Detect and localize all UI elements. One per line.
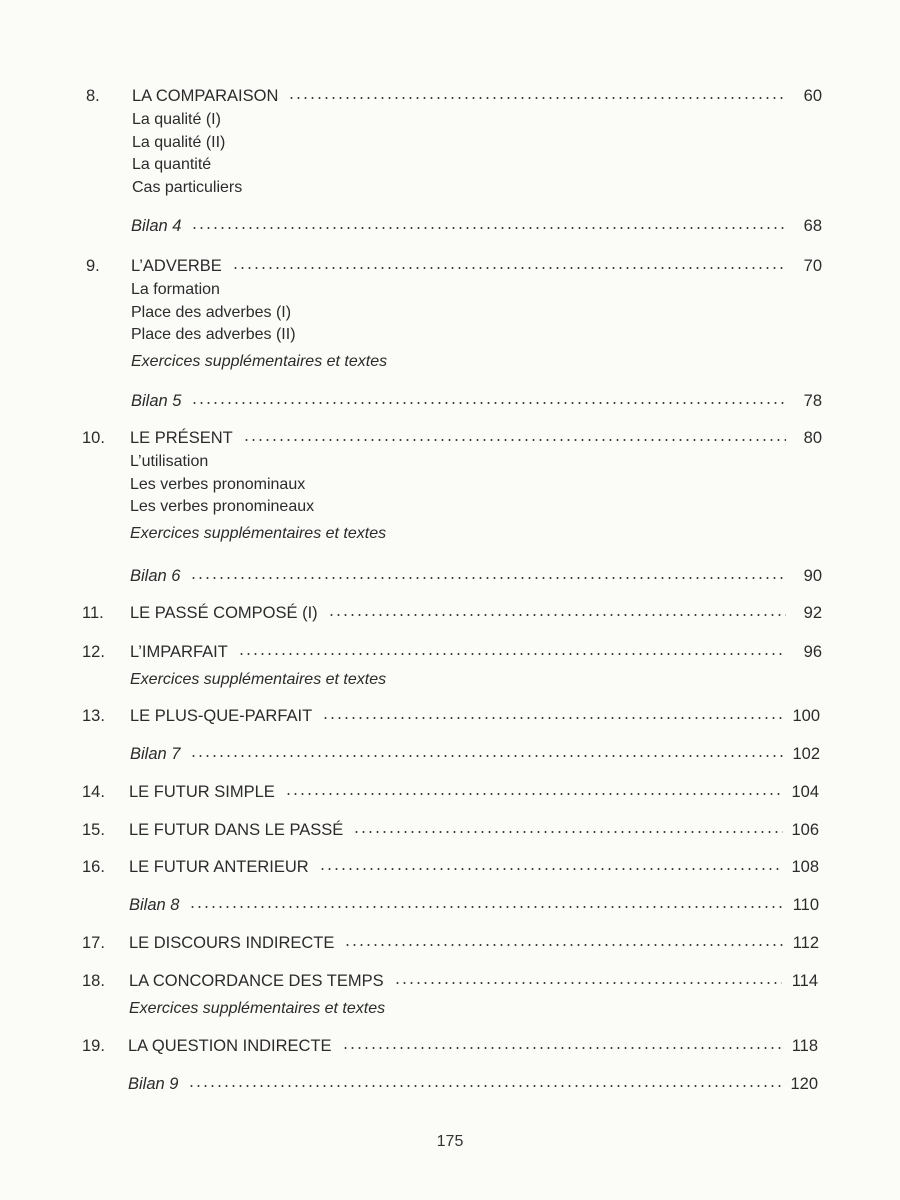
toc-chapter-entry <box>0 930 900 956</box>
toc-chapter-entry <box>0 1033 900 1059</box>
chapter-number: 16. <box>82 858 105 876</box>
chapter-number: 17. <box>82 934 105 952</box>
toc-chapter-entry <box>0 425 900 451</box>
supplementary-exercises-item: Exercices supplémentaires et textes <box>131 352 388 370</box>
toc-subsection: La qualité (II) <box>132 133 226 151</box>
chapter-number: 12. <box>82 643 105 661</box>
chapter-title: LE PRÉSENT <box>130 429 233 447</box>
chapter-number: 11. <box>82 604 104 622</box>
toc-chapter-entry <box>0 854 900 880</box>
chapter-title: LE DISCOURS INDIRECTE <box>129 934 335 952</box>
chapter-number: 13. <box>82 707 105 725</box>
toc-subsection: Cas particuliers <box>132 178 243 196</box>
bilan-title: Bilan 8 <box>129 896 180 914</box>
page-reference: 68 <box>803 217 822 235</box>
page-reference: 92 <box>803 604 822 622</box>
bilan-title: Bilan 6 <box>130 567 181 585</box>
dot-leader <box>328 613 786 617</box>
dot-leader <box>394 981 782 985</box>
page-reference: 108 <box>791 858 819 876</box>
toc-subsection: Place des adverbes (I) <box>131 303 292 321</box>
toc-subsection: Place des adverbes (II) <box>131 326 296 343</box>
dot-leader <box>322 716 784 720</box>
bilan-title: Bilan 4 <box>131 217 182 235</box>
chapter-title: L’IMPARFAIT <box>130 643 228 661</box>
toc-subsection: Les verbes pronomineaux <box>130 498 315 515</box>
toc-bilan-entry <box>0 213 900 239</box>
dot-leader <box>188 1084 782 1088</box>
chapter-title: L’ADVERBE <box>131 257 222 275</box>
supplementary-exercises-item: Exercices supplémentaires et textes <box>130 524 387 542</box>
bilan-title: Bilan 5 <box>131 392 182 410</box>
toc-subsection: La quantité <box>132 156 212 173</box>
chapter-title: LE FUTUR ANTERIEUR <box>129 858 309 876</box>
chapter-title: LE PLUS-QUE-PARFAIT <box>130 707 313 725</box>
dot-leader <box>191 226 786 230</box>
chapter-title: LA QUESTION INDIRECTE <box>128 1037 332 1055</box>
toc-subsection: La qualité (I) <box>132 111 221 128</box>
dot-leader <box>190 754 784 758</box>
chapter-number: 14. <box>82 783 105 801</box>
page-reference: 100 <box>792 707 820 725</box>
chapter-number: 18. <box>82 972 105 990</box>
dot-leader <box>319 867 783 871</box>
page-reference: 80 <box>803 429 822 447</box>
page-reference: 114 <box>791 972 818 990</box>
dot-leader <box>232 266 786 270</box>
page-reference: 96 <box>803 643 822 661</box>
toc-bilan-entry <box>0 388 900 414</box>
supplementary-exercises-item: Exercices supplémentaires et textes <box>129 1000 386 1017</box>
toc-chapter-entry <box>0 639 900 665</box>
toc-bilan-entry <box>0 563 900 589</box>
dot-leader <box>344 943 783 947</box>
chapter-title: LA CONCORDANCE DES TEMPS <box>129 972 384 990</box>
page-reference: 78 <box>803 392 822 410</box>
dot-leader <box>191 401 786 405</box>
chapter-title: LE FUTUR DANS LE PASSÉ <box>129 821 344 839</box>
page-reference: 90 <box>803 567 822 585</box>
chapter-number: 15. <box>82 821 105 839</box>
toc-chapter-entry <box>0 253 900 279</box>
page-reference: 112 <box>792 934 819 952</box>
toc-bilan-entry <box>0 741 900 767</box>
dot-leader <box>285 792 783 796</box>
chapter-title: LA COMPARAISON <box>132 87 279 105</box>
toc-chapter-entry <box>0 83 900 109</box>
chapter-title: LE PASSÉ COMPOSÉ (I) <box>130 604 318 622</box>
toc-subsection: Les verbes pronominaux <box>130 475 306 493</box>
page-number: 175 <box>436 1133 464 1150</box>
supplementary-exercises-item: Exercices supplémentaires et textes <box>130 671 387 688</box>
toc-chapter-entry <box>0 600 900 626</box>
toc-bilan-entry <box>0 892 900 918</box>
chapter-number: 9. <box>86 257 100 275</box>
chapter-number: 8. <box>86 87 100 105</box>
page-reference: 70 <box>803 257 822 275</box>
page-reference: 120 <box>790 1075 818 1093</box>
toc-chapter-entry <box>0 779 900 805</box>
dot-leader <box>243 438 786 442</box>
toc-bilan-entry <box>0 1071 900 1097</box>
page-reference: 110 <box>792 896 819 914</box>
bilan-title: Bilan 9 <box>128 1075 179 1093</box>
toc-subsection: L’utilisation <box>130 453 209 470</box>
dot-leader <box>238 652 786 656</box>
dot-leader <box>288 96 786 100</box>
page-reference: 106 <box>791 821 819 839</box>
chapter-number: 10. <box>82 429 105 447</box>
chapter-title: LE FUTUR SIMPLE <box>129 783 275 801</box>
dot-leader <box>342 1046 782 1050</box>
page-reference: 102 <box>792 745 820 763</box>
toc-subsection: La formation <box>131 281 220 298</box>
page-reference: 60 <box>803 87 822 105</box>
page-reference: 118 <box>791 1037 818 1055</box>
page-reference: 104 <box>791 783 819 801</box>
dot-leader <box>189 905 783 909</box>
toc-chapter-entry <box>0 817 900 843</box>
toc-chapter-entry <box>0 703 900 729</box>
dot-leader <box>190 576 786 580</box>
chapter-number: 19. <box>82 1037 105 1055</box>
toc-chapter-entry <box>0 968 900 994</box>
dot-leader <box>353 830 783 834</box>
bilan-title: Bilan 7 <box>130 745 181 763</box>
